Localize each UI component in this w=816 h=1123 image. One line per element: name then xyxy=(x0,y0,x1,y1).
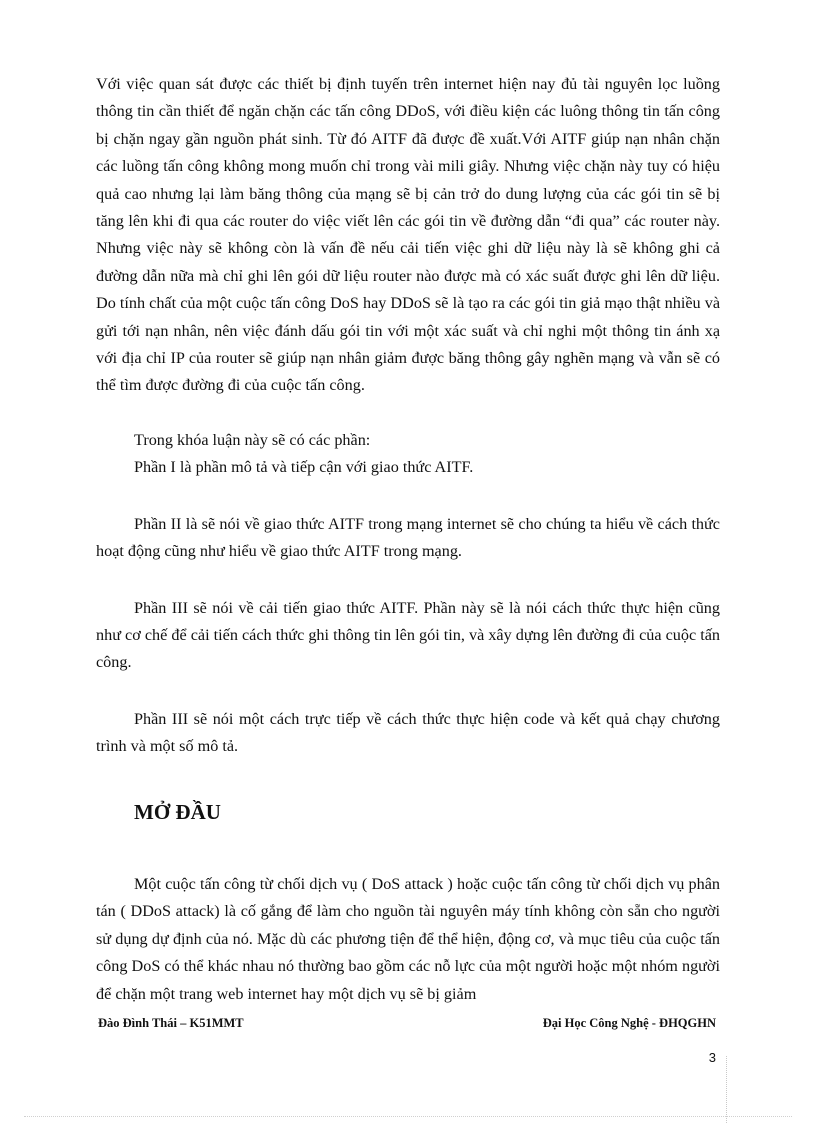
body-text-block xyxy=(96,71,720,761)
paragraph-outline-intro: Trong khóa luận này sẽ có các phần: xyxy=(134,430,371,449)
paragraph-part-3: Phần III sẽ nói về cải tiến giao thức AITF. Phần này sẽ là nói cách thức thực hiện cũng như cơ chế để cải tiến cách thức ghi thông tin lên gói tin, và xây dựng lên đường đi của cuộc tấn công. xyxy=(96,598,720,672)
paragraph-dos-definition: Một cuộc tấn công từ chối dịch vụ ( DoS attack ) hoặc cuộc tấn công từ chối dịch vụ phân tán ( DDoS attack) là cố gắng để làm cho nguồn tài nguyên máy tính không còn sẵn cho người sử dụng dự định của nó. Mặc dù các phương tiện để thể hiện, động cơ, và mục tiêu của cuộc tấn công DoS có thể khác nhau nó thường bao gồm các nỗ lực của một người hoặc một nhóm người để chặn một trang web internet hay một dịch vụ sẽ bị giảm xyxy=(96,875,720,1003)
page-bottom-edge xyxy=(24,1116,792,1117)
paragraph-intro: Với việc quan sát được các thiết bị định tuyến trên internet hiện nay đủ tài nguyên lọc luồng thông tin cần thiết để ngăn chặn các tấn công DDoS, với điều kiện các luông thông tin tấn công bị chặn ngay gần nguồn phát sinh. Từ đó AITF đã được đề xuất.Với AITF giúp nạn nhân chặn các luồng tấn công không mong muốn chỉ trong vài mili giây. Nhưng việc chặn này tuy có hiệu quả cao nhưng lại làm băng thông của mạng sẽ bị cản trở do dung lượng của các gói tin sẽ bị tăng lên khi đi qua các router do việc viết lên các gói tin về đường dẫn “đi qua” các router này. Nhưng việc này sẽ không còn là vấn đề nếu cải tiến việc ghi dữ liệu này là sẽ không ghi cả đường dẫn nữa mà chỉ ghi lên gói dữ liệu router nào được mà có xác suất được ghi lên dữ liệu. Do tính chất của một cuộc tấn công DoS hay DDoS sẽ là tạo ra các gói tin giả mạo thật nhiều và gửi tới nạn nhân, nên việc đánh dấu gói tin với một xác suất và chỉ nghi một thông tin ánh xạ với địa chỉ IP của router sẽ giúp nạn nhân giảm được băng thông gây nghẽn mạng và vẫn sẽ có thể tìm được đường đi của cuộc tấn công. xyxy=(96,75,720,395)
paragraph-part-2: Phần II là sẽ nói về giao thức AITF trong mạng internet sẽ cho chúng ta hiểu về cách thức hoạt động cũng như hiểu về giao thức AITF trong mạng. xyxy=(96,514,720,561)
paragraph-part-3-code: Phần III sẽ nói một cách trực tiếp về cách thức thực hiện code và kết quả chạy chương trình và một số mô tả. xyxy=(96,709,720,756)
margin-guide-vertical xyxy=(726,1056,727,1123)
section-heading: MỞ ĐẦU xyxy=(134,800,221,824)
footer-author: Đào Đình Thái – K51MMT xyxy=(98,1016,244,1030)
paragraph-part-1: Phần I là phần mô tả và tiếp cận với giao thức AITF. xyxy=(134,458,474,477)
body-text-block-2 xyxy=(96,871,720,1008)
footer-school: Đại Học Công Nghệ - ĐHQGHN xyxy=(542,1016,716,1030)
page-number: 3 xyxy=(708,1050,716,1065)
